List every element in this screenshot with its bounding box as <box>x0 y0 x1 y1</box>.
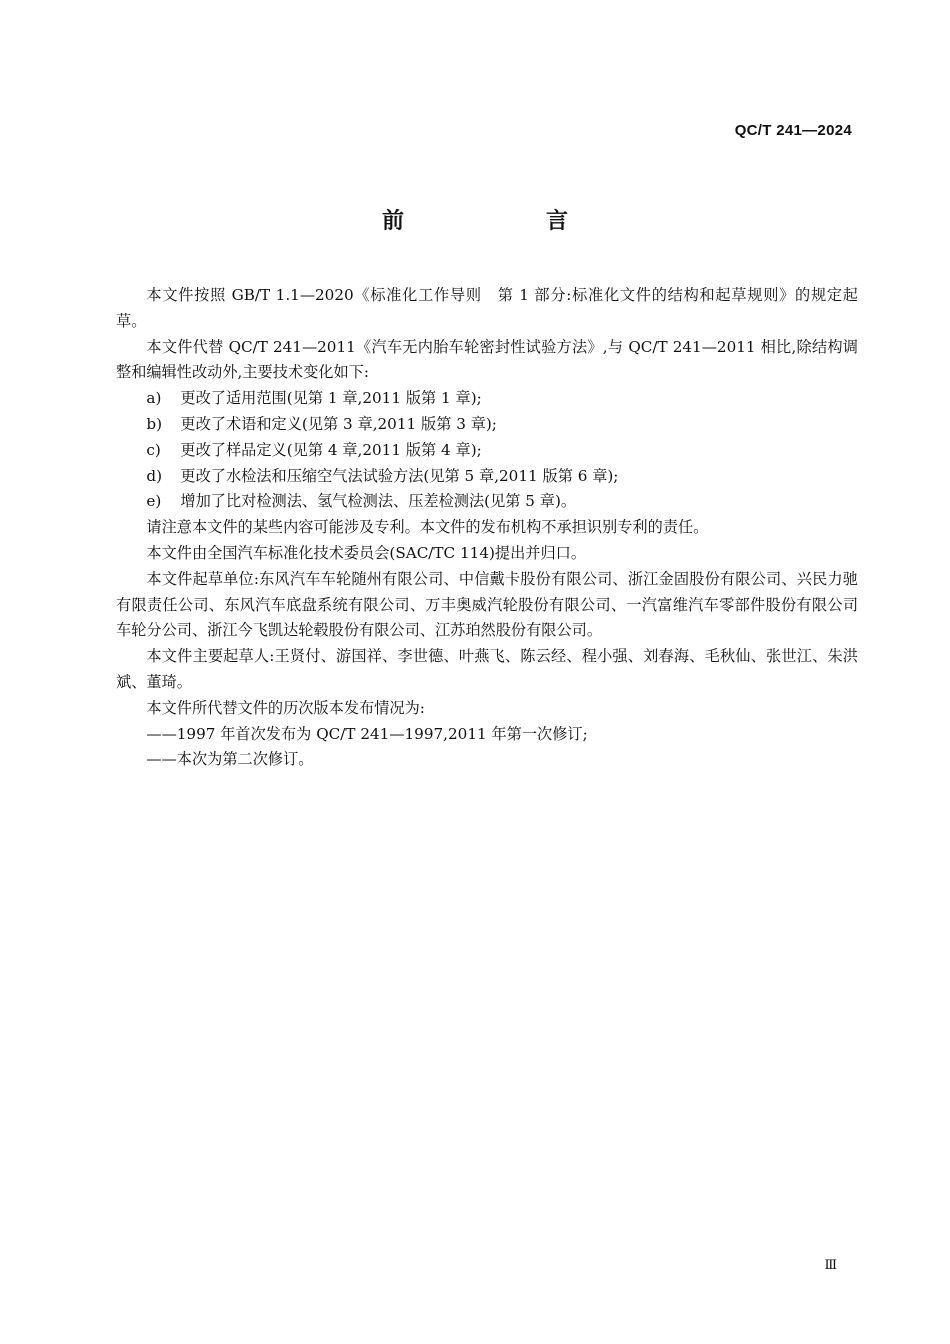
paragraph-proposer: 本文件由全国汽车标准化技术委员会(SAC/TC 114)提出并归口。 <box>146 543 587 562</box>
list-item-text: 更改了水检法和压缩空气法试验方法(见第 5 章,2011 版第 6 章); <box>180 466 619 485</box>
list-item-text: 增加了比对检测法、氢气检测法、压差检测法(见第 5 章)。 <box>180 492 577 511</box>
history-item: ——本次为第二次修订。 <box>146 750 314 769</box>
list-item <box>116 438 858 464</box>
page-title: 前 言 <box>381 209 628 234</box>
changes-list <box>116 386 858 515</box>
list-marker: e) <box>146 492 162 511</box>
paragraph-replacement: 本文件代替 QC/T 241—2011《汽车无内胎车轮密封性试验方法》,与 QC/T 241—2011 相比,除结构调整和编辑性改动外,主要技术变化如下: <box>116 337 858 382</box>
list-item-text: 更改了适用范围(见第 1 章,2011 版第 1 章); <box>180 389 482 408</box>
list-item <box>116 412 858 438</box>
list-item <box>116 489 858 515</box>
foreword-body <box>116 283 858 773</box>
list-marker: b) <box>146 414 163 433</box>
paragraph-drafting-units: 本文件起草单位:东风汽车车轮随州有限公司、中信戴卡股份有限公司、浙江金固股份有限公司、兴民力驰有限责任公司、东风汽车底盘系统有限公司、万丰奥威汽轮股份有限公司、一汽富维汽车零部件股份有限公司车轮分公司、浙江今飞凯达轮毂股份有限公司、江苏珀然股份有限公司。 <box>116 569 858 640</box>
list-item <box>116 386 858 412</box>
list-item-text: 更改了样品定义(见第 4 章,2011 版第 4 章); <box>180 440 482 459</box>
history-item: ——1997 年首次发布为 QC/T 241—1997,2011 年第一次修订; <box>146 724 588 743</box>
document-code: QC/T 241—2024 <box>734 122 852 139</box>
paragraph-drafting-rules: 本文件按照 GB/T 1.1—2020《标准化工作导则 第 1 部分:标准化文件的结构和起草规则》的规定起草。 <box>116 286 858 330</box>
paragraph-history-intro: 本文件所代替文件的历次版本发布情况为: <box>146 698 425 717</box>
list-marker: c) <box>146 440 161 459</box>
paragraph-drafters: 本文件主要起草人:王贤付、游国祥、李世德、叶燕飞、陈云经、程小强、刘春海、毛秋仙、张世江、朱洪斌、董琦。 <box>116 647 858 691</box>
paragraph-patent-notice: 请注意本文件的某些内容可能涉及专利。本文件的发布机构不承担识别专利的责任。 <box>146 518 709 537</box>
list-item <box>116 464 858 490</box>
page-number: Ⅲ <box>824 1258 837 1273</box>
list-marker: a) <box>146 389 162 408</box>
list-item-text: 更改了术语和定义(见第 3 章,2011 版第 3 章); <box>180 414 497 433</box>
history-list <box>116 722 858 774</box>
list-marker: d) <box>146 466 163 485</box>
